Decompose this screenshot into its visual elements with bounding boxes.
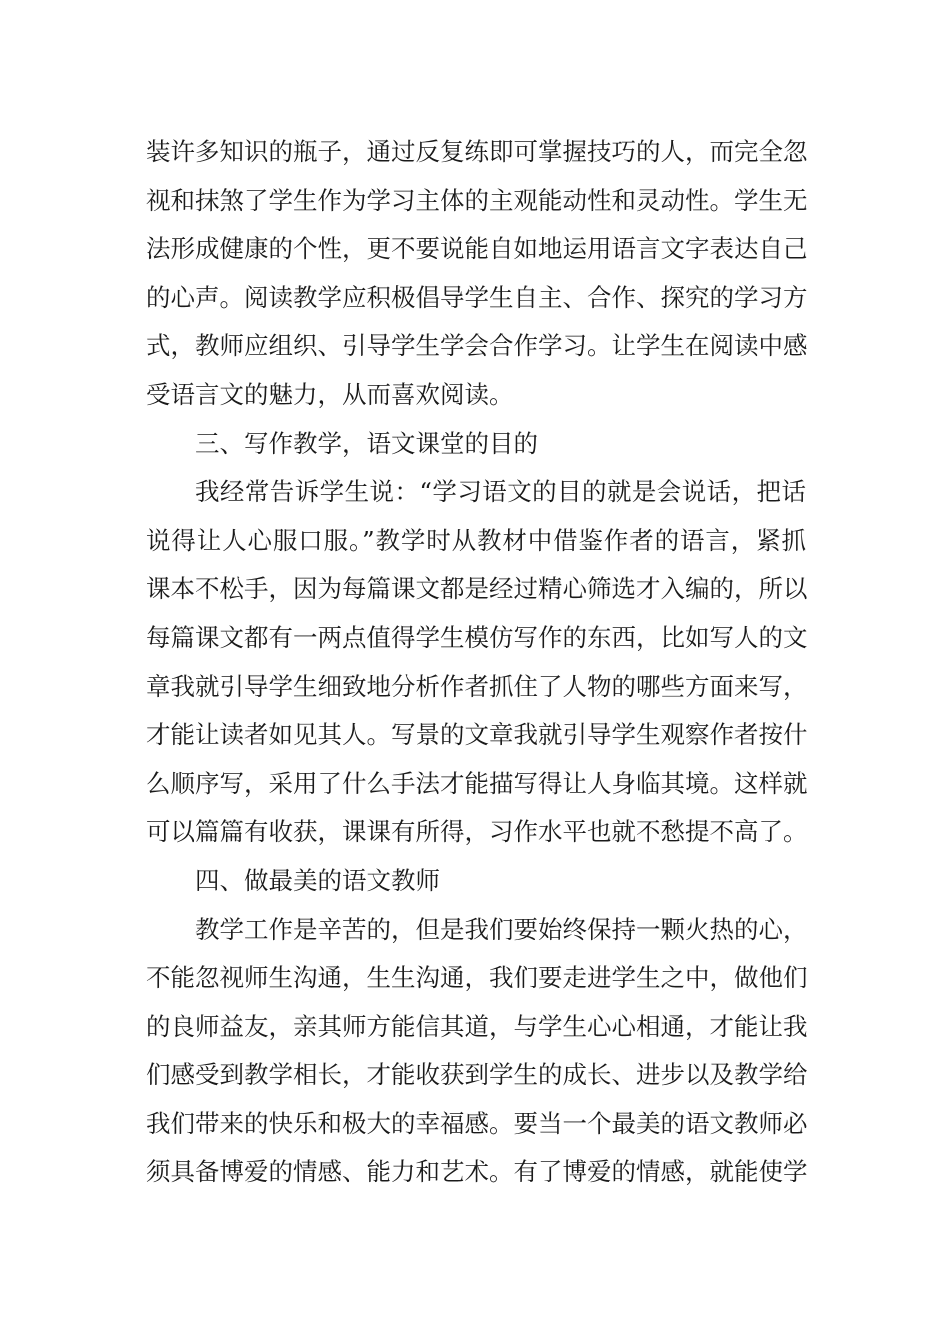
text-line: 章我就引导学生细致地分析作者抓住了人物的哪些方面来写， <box>146 671 808 701</box>
paragraph-first-line: 四、做最美的语文教师 <box>195 865 440 895</box>
text-line: 受语言文的魅力，从而喜欢阅读。 <box>146 379 514 409</box>
body-text <box>146 128 806 1197</box>
text-line: 课本不松手，因为每篇课文都是经过精心筛选才入编的，所以 <box>146 574 808 604</box>
text-line: 视和抹煞了学生作为学习主体的主观能动性和灵动性。学生无 <box>146 185 808 215</box>
text-line: 的心声。阅读教学应积极倡导学生自主、合作、探究的学习方 <box>146 282 808 312</box>
text-line: 法形成健康的个性，更不要说能自如地运用语言文字表达自己 <box>146 234 808 264</box>
text-line: 装许多知识的瓶子，通过反复练即可掌握技巧的人，而完全忽 <box>146 137 808 166</box>
text-line: 么顺序写，采用了什么手法才能描写得让人身临其境。这样就 <box>146 768 808 798</box>
text-line: 我们带来的快乐和极大的幸福感。要当一个最美的语文教师必 <box>146 1108 808 1138</box>
paragraph-first-line: 教学工作是辛苦的，但是我们要始终保持一颗火热的心， <box>195 914 808 944</box>
text-line: 的良师益友，亲其师方能信其道，与学生心心相通，才能让我 <box>146 1011 808 1041</box>
text-line: 不能忽视师生沟通，生生沟通，我们要走进学生之中，做他们 <box>146 963 808 993</box>
paragraph-first-line: 我经常告诉学生说：“学习语文的目的就是会说话，把话 <box>195 477 806 507</box>
text-line: 说得让人心服口服。”教学时从教材中借鉴作者的语言，紧抓 <box>146 525 806 555</box>
text-line: 们感受到教学相长，才能收获到学生的成长、进步以及教学给 <box>146 1060 808 1090</box>
text-line: 每篇课文都有一两点值得学生模仿写作的东西，比如写人的文 <box>146 622 808 652</box>
text-line: 式，教师应组织、引导学生学会合作学习。让学生在阅读中感 <box>146 331 808 361</box>
text-line: 才能让读者如见其人。写景的文章我就引导学生观察作者按什 <box>146 720 808 750</box>
text-line: 可以篇篇有收获，课课有所得，习作水平也就不愁提不高了。 <box>146 817 808 847</box>
paragraph-first-line: 三、写作教学，语文课堂的目的 <box>195 428 538 458</box>
text-line: 须具备博爱的情感、能力和艺术。有了博爱的情感，就能使学 <box>146 1157 808 1187</box>
